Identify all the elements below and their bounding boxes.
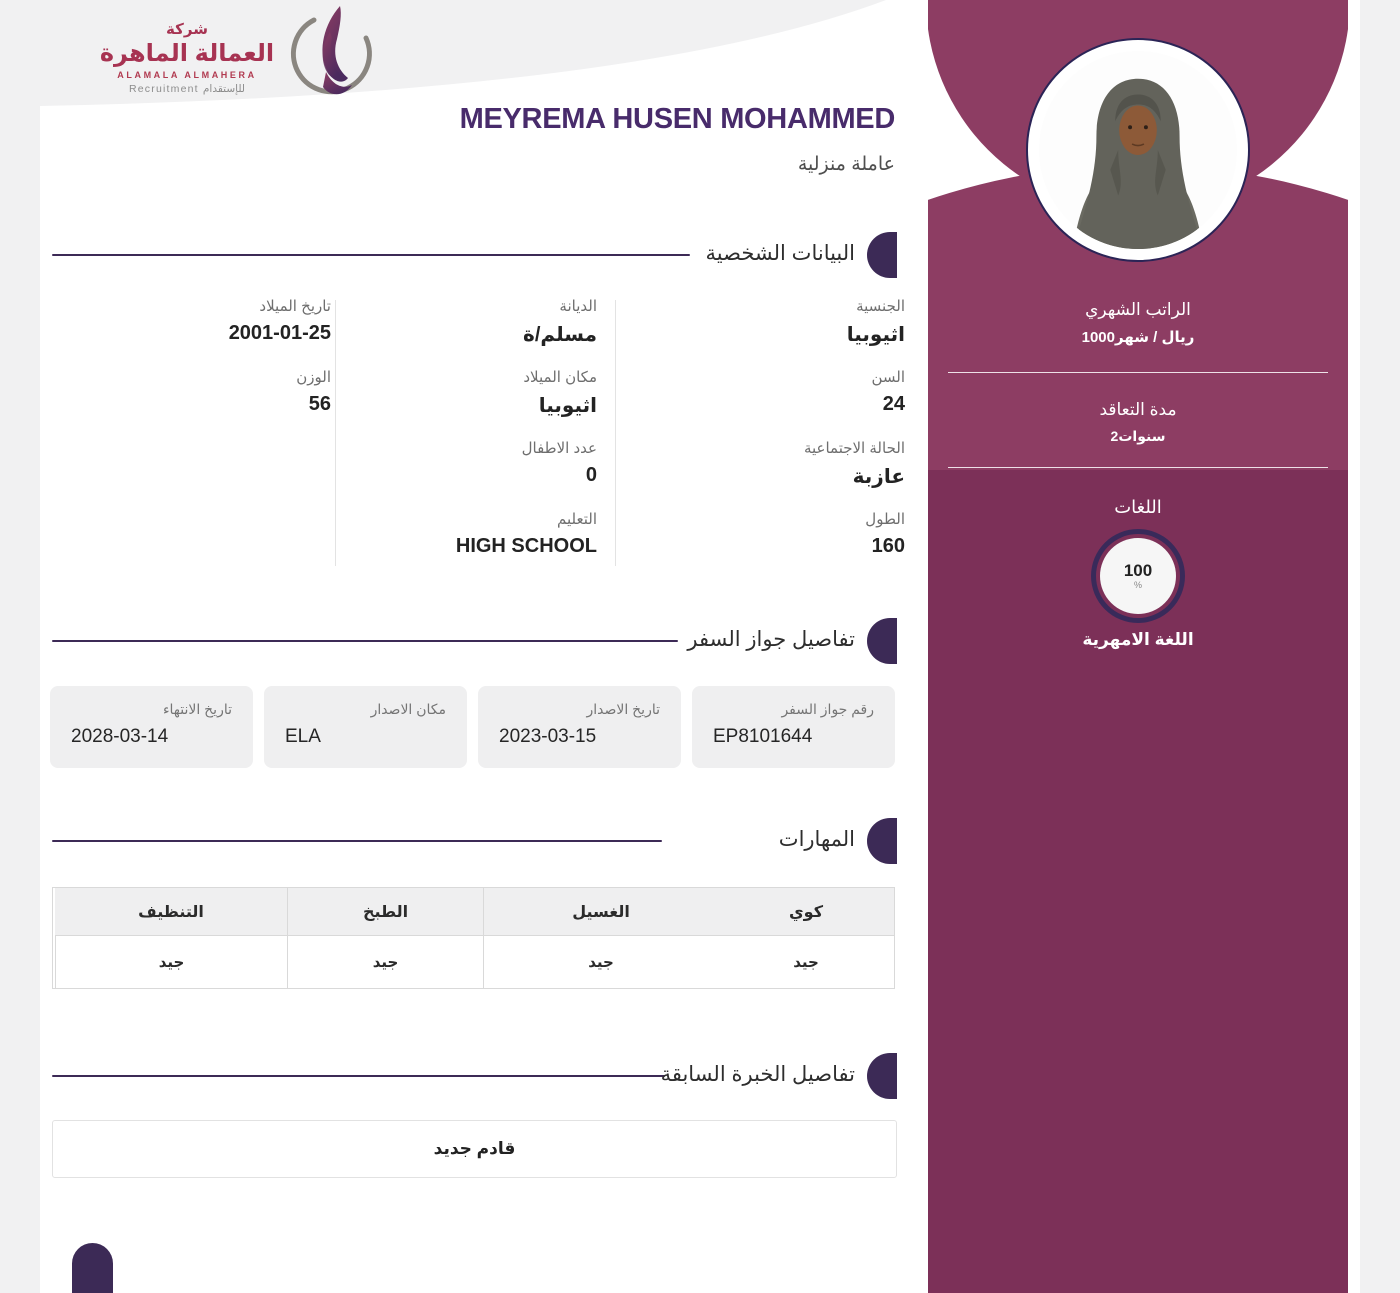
box-value: 2023-03-15 xyxy=(499,726,597,747)
box-label: مكان الاصدار xyxy=(370,701,446,717)
field-education xyxy=(347,510,597,581)
field-value: 24 xyxy=(882,393,905,415)
field-weight xyxy=(81,368,331,439)
section-line xyxy=(52,254,690,256)
box-value: 2028-03-14 xyxy=(71,726,169,747)
column-divider xyxy=(615,300,616,566)
field-value: عازبة xyxy=(852,466,905,488)
issue-place-box xyxy=(264,686,467,768)
language-percent-badge xyxy=(1091,529,1185,623)
issue-date-box xyxy=(478,686,681,768)
box-label: رقم جواز السفر xyxy=(781,701,874,717)
salary-value: 1000ريال / شهر xyxy=(1081,329,1195,346)
personal-column-3 xyxy=(81,297,331,439)
section-line xyxy=(52,1075,665,1077)
expiry-date-box xyxy=(50,686,253,768)
skill-col-cleaning: التنظيف xyxy=(55,888,287,936)
logo-recruitment-en: Recruitment xyxy=(128,82,199,95)
skill-col-cooking: الطبخ xyxy=(287,888,483,936)
field-height xyxy=(655,510,905,581)
experience-box: قادم جديد xyxy=(52,1120,897,1178)
logo-brand-english: ALAMALA ALMAHERA xyxy=(117,69,257,80)
candidate-photo-frame xyxy=(1026,38,1250,262)
field-label: الحالة الاجتماعية xyxy=(803,440,905,457)
skill-value-ironing: جيد xyxy=(718,936,894,988)
field-label: الوزن xyxy=(296,369,331,386)
skill-col-ironing: كوي xyxy=(718,888,894,936)
sidebar-separator xyxy=(948,372,1328,373)
skill-col-washing: الغسيل xyxy=(483,888,718,936)
section-header-passport xyxy=(40,618,928,664)
contract-duration-label: مدة التعاقد xyxy=(1099,400,1177,419)
field-label: عدد الاطفال xyxy=(521,440,597,457)
field-children-count xyxy=(347,439,597,510)
field-label: السن xyxy=(871,369,905,386)
field-religion xyxy=(347,297,597,368)
logo-brand-arabic: العمالة الماهرة xyxy=(99,39,275,67)
field-nationality xyxy=(655,297,905,368)
section-line xyxy=(52,640,678,642)
section-line xyxy=(52,840,662,842)
candidate-job-title: عاملة منزلية xyxy=(797,154,895,175)
box-label: تاريخ الاصدار xyxy=(586,701,660,717)
field-value: 56 xyxy=(308,393,331,415)
bottom-decoration-shape xyxy=(72,1243,113,1293)
field-value: HIGH SCHOOL xyxy=(455,535,597,557)
section-title-skills: المهارات xyxy=(778,828,855,851)
sidebar-separator xyxy=(948,467,1328,468)
skill-value-washing: جيد xyxy=(483,936,718,988)
sidebar xyxy=(928,0,1348,1293)
field-label: مكان الميلاد xyxy=(523,369,597,386)
logo-recruitment-line xyxy=(98,84,276,96)
box-label: تاريخ الانتهاء xyxy=(162,701,232,717)
candidate-name: MEYREMA HUSEN MOHAMMED xyxy=(459,103,895,135)
language-name: اللغة الامهرية xyxy=(1082,630,1194,649)
field-value: 0 xyxy=(585,464,597,486)
portrait-illustration xyxy=(1039,51,1237,249)
field-label: الجنسية xyxy=(856,298,905,315)
field-birthplace xyxy=(347,368,597,439)
box-value: EP8101644 xyxy=(713,726,813,747)
field-birthdate xyxy=(81,297,331,368)
personal-column-1 xyxy=(655,297,905,581)
box-value: ELA xyxy=(285,726,321,747)
section-header-skills xyxy=(40,818,928,864)
field-value: 160 xyxy=(871,535,905,557)
logo-recruitment-ar: للإستقدام xyxy=(202,82,246,95)
skills-table xyxy=(52,887,895,989)
section-bullet-icon xyxy=(867,232,897,278)
field-value: 2001-01-25 xyxy=(228,322,331,344)
company-logo-swirl-icon xyxy=(280,4,380,104)
field-marital-status xyxy=(655,439,905,510)
language-percent-value: 100 xyxy=(1123,561,1153,580)
field-value: مسلم/ة xyxy=(523,324,597,346)
field-age xyxy=(655,368,905,439)
skill-value-cooking: جيد xyxy=(287,936,483,988)
passport-number-box xyxy=(692,686,895,768)
percent-sign: % xyxy=(1133,580,1142,590)
section-title-personal: البيانات الشخصية xyxy=(705,242,855,265)
company-logo-text xyxy=(98,22,276,95)
logo-word-company: شركة xyxy=(166,21,208,38)
section-header-personal xyxy=(40,232,928,278)
field-label: الديانة xyxy=(559,298,597,315)
section-bullet-icon xyxy=(867,818,897,864)
badge-inner xyxy=(1100,538,1176,614)
field-label: الطول xyxy=(865,511,905,528)
field-value: اثيوبيا xyxy=(846,324,905,346)
salary-label: الراتب الشهري xyxy=(1085,300,1191,319)
section-title-experience: تفاصيل الخبرة السابقة xyxy=(660,1063,855,1086)
badge-ring-gap xyxy=(1096,534,1180,618)
personal-column-2 xyxy=(347,297,597,581)
skill-value-cleaning: جيد xyxy=(55,936,287,988)
right-white-strip xyxy=(1348,0,1360,1293)
contract-duration-value: 2سنوات xyxy=(1110,428,1166,444)
section-bullet-icon xyxy=(867,618,897,664)
section-bullet-icon xyxy=(867,1053,897,1099)
field-label: تاريخ الميلاد xyxy=(259,298,331,315)
field-label: التعليم xyxy=(557,511,597,528)
field-value: اثيوبيا xyxy=(538,395,597,417)
languages-label: اللغات xyxy=(1114,497,1162,517)
candidate-photo xyxy=(1039,51,1237,249)
column-divider xyxy=(335,300,336,566)
section-header-experience xyxy=(40,1053,928,1099)
section-title-passport: تفاصيل جواز السفر xyxy=(687,628,855,651)
main-content xyxy=(40,0,928,1293)
